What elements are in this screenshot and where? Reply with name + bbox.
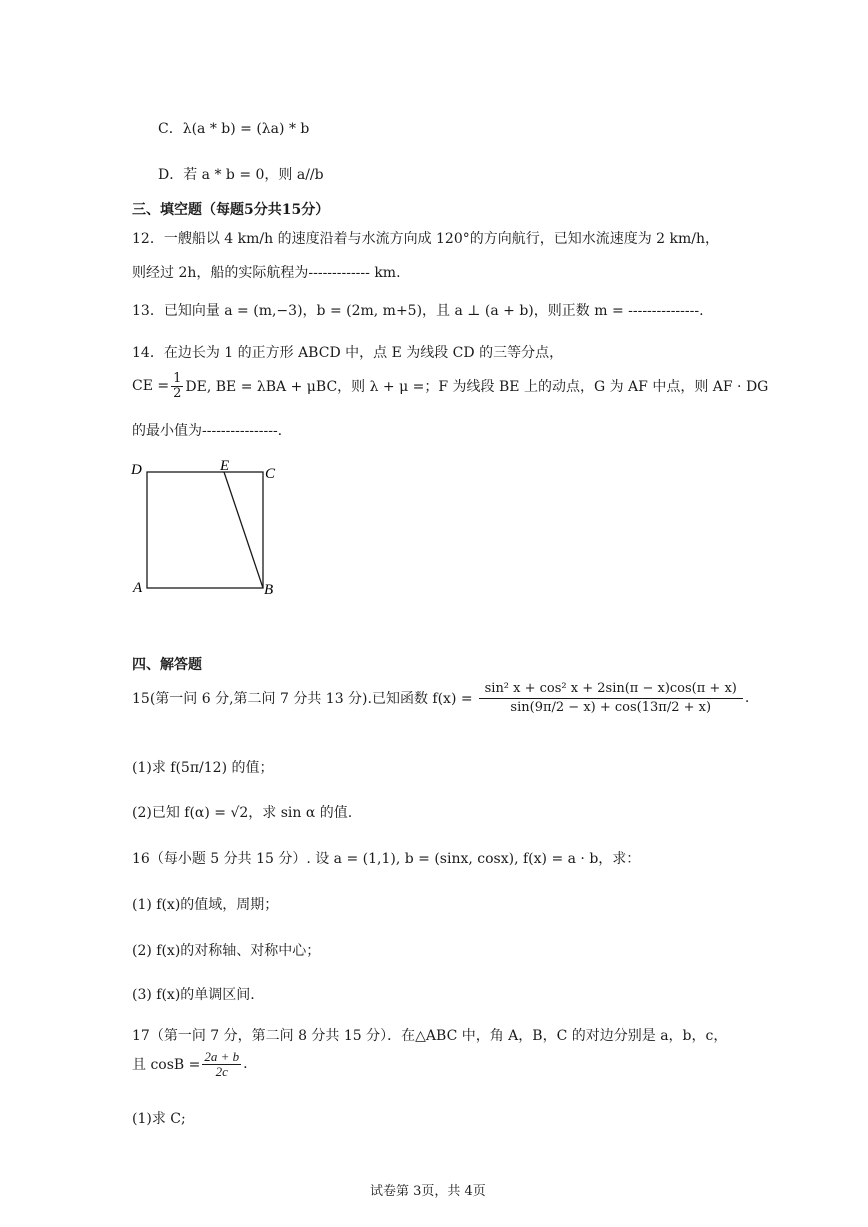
page-footer: 试卷第 3页，共 4页 [370,1184,486,1199]
question-15: 15(第一问 6 分,第二问 7 分共 13 分).已知函数 f(x) = $\frac{\text{sin² x + cos² x + 2sin(π − x)cos(π + x)}}{\sin(9\pi/2 - x) + \cos(13\pi/2 + x)}$ . [132,681,750,715]
section-title-fill-blank: 三、填空题（每题5分共15分） [132,202,330,218]
q14-frac-num: 1 [173,371,182,386]
q14-ce-label: CE = [132,378,170,395]
section-title-solutions: 四、解答题 [132,657,202,673]
q14-line2-rest: DE, BE = λBA + μBC，则 λ + μ =；F 为线段 BE 上的动点，G 为 AF 中点，则 AF · DG [185,379,769,396]
question-16: 16（每小题 5 分共 15 分）. 设 a = (1,1), b = (sinx, cosx), f(x) = a · b，求： [132,851,641,867]
question-14-line2 [132,372,768,400]
square-abcd-diagram [128,452,288,602]
q14-fraction [171,372,183,400]
question-14-line1: 14．在边长为 1 的正方形 ABCD 中，点 E 为线段 CD 的三等分点， [132,345,564,361]
segment-be [224,472,263,588]
q17-frac-den: 2c [215,1063,228,1079]
question-14-line3: 的最小值为----------------. [132,423,283,439]
question-13: 13．已知向量 a = (m,−3)，b = (2m, m+5)，且 a ⊥ (a + b)，则正数 m = ---------------. [132,303,704,319]
option-d: D．若 a * b = 0，则 a//b [158,167,324,183]
label-a: A [133,580,143,596]
q15-lead: 15(第一问 6 分,第二问 7 分共 13 分).已知函数 f(x) = [132,691,473,708]
question-16-part3: (3) f(x)的单调区间. [132,987,255,1003]
label-d: D [131,462,142,478]
q17-fraction [202,1050,241,1078]
question-15-part1: (1)求 f(5π/12) 的值； [132,760,274,776]
question-12-line2: 则经过 2h，船的实际航程为------------- km. [132,265,401,281]
label-e: E [220,458,230,474]
question-12-line1: 12．一艘船以 4 km/h 的速度沿着与水流方向成 120°的方向航行，已知水流速度为 2 km/h， [132,231,720,247]
question-15-part2: (2)已知 f(α) = √2，求 sin α 的值. [132,805,353,821]
q14-frac-den: 2 [173,385,182,401]
option-c: C．λ(a * b) = (λa) * b [158,121,310,137]
square-outline [147,472,263,588]
q17-frac-num: 2a + b [204,1049,240,1064]
q15-frac-num: sin² x + cos² x + 2sin(π − x)cos(π + x) [479,680,743,699]
question-17: 17（第一问 7 分，第二问 8 分共 15 分）．在△ABC 中，角 A，B，C 的对边分别是 a，b，c， [132,1028,728,1044]
q17-cond-lead: 且 cosB = [132,1057,201,1074]
question-16-part1: (1) f(x)的值域，周期； [132,897,279,913]
question-17-condition: 且 cosB = $\frac{2a + b}{2c}$ . [132,1049,248,1079]
label-c: C [265,466,276,482]
label-b: B [264,582,274,598]
q15-frac-den: sin(9π/2 − x) + cos(13π/2 + x) [510,699,712,715]
q15-fraction [479,680,743,716]
question-16-part2: (2) f(x)的对称轴、对称中心； [132,943,321,959]
question-17-part1: (1)求 C; [132,1111,186,1127]
